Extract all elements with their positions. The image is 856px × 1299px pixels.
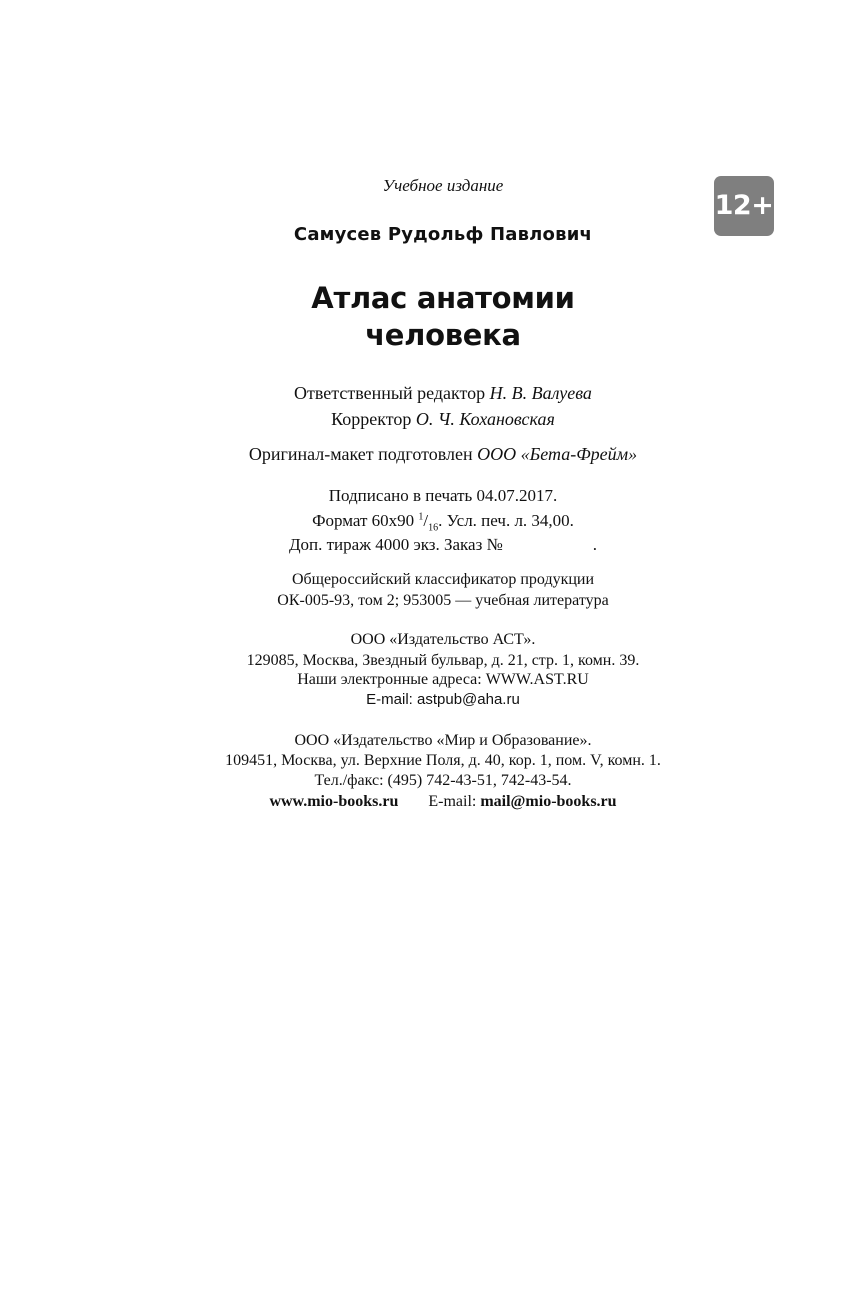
mio-publisher-address: 109451, Москва, ул. Верхние Поля, д. 40, кор. 1, пом. V, комн. 1. — [225, 752, 661, 769]
mio-publisher-name: ООО «Издательство «Мир и Образование». — [294, 732, 592, 749]
ast-publisher-address: 129085, Москва, Звездный бульвар, д. 21, стр. 1, комн. 39. — [246, 652, 640, 669]
editor-name: Н. В. Валуева — [489, 383, 592, 403]
format-numerator: 1 — [418, 511, 424, 523]
editor-role: Ответственный редактор — [294, 383, 486, 403]
print-run-text: Доп. тираж 4000 экз. Заказ № — [288, 535, 503, 554]
format-denominator: 16 — [428, 522, 439, 534]
format-suffix: . Усл. печ. л. 34,00. — [438, 511, 574, 530]
ast-email-line — [0, 691, 856, 708]
print-signed: Подписано в печать 04.07.2017. — [328, 486, 558, 505]
editor-credit — [0, 383, 856, 404]
ast-website-link[interactable]: WWW.AST.RU — [485, 671, 589, 688]
proofreader-role: Корректор — [331, 409, 412, 429]
mio-contacts-line — [0, 792, 856, 812]
ast-web-label: Наши электронные адреса: — [297, 671, 482, 688]
mio-email-label: E-mail: — [428, 793, 477, 810]
ast-web-line — [0, 670, 856, 690]
age-rating-badge: 12+ — [714, 176, 774, 236]
mio-email-link[interactable]: mail@mio-books.ru — [480, 793, 617, 810]
edition-type: Учебное издание — [382, 176, 504, 195]
book-title-line-1: Атлас анатомии — [311, 281, 575, 315]
layout-org: ООО «Бета-Фрейм» — [477, 444, 638, 464]
format-prefix: Формат 60х90 — [312, 511, 415, 530]
mio-website-link[interactable]: www.mio-books.ru — [269, 793, 399, 810]
classifier-line-2: ОК-005-93, том 2; 953005 — учебная литература — [277, 592, 609, 609]
ast-publisher-name: ООО «Издательство АСТ». — [350, 631, 536, 648]
proofreader-credit — [0, 409, 856, 430]
book-title — [0, 280, 856, 354]
mio-publisher-phone: Тел./факс: (495) 742-43-51, 742-43-54. — [314, 772, 572, 789]
layout-credit — [0, 444, 856, 465]
print-format: Формат 60х90 $^1/_{16}$. Усл. печ. л. 34,00. — [312, 511, 574, 534]
classifier-line-1: Общероссийский классификатор продукции — [291, 571, 595, 588]
ast-email-link[interactable]: astpub@aha.ru — [417, 691, 520, 708]
proofreader-name: О. Ч. Кохановская — [415, 409, 555, 429]
author-name: Самусев Рудольф Павлович — [293, 224, 593, 245]
print-run-end: . — [592, 535, 598, 554]
layout-text: Оригинал-макет подготовлен — [248, 444, 473, 464]
ast-email-label: E-mail: — [366, 691, 413, 708]
book-title-line-2: человека — [365, 318, 521, 352]
print-run — [0, 535, 856, 555]
